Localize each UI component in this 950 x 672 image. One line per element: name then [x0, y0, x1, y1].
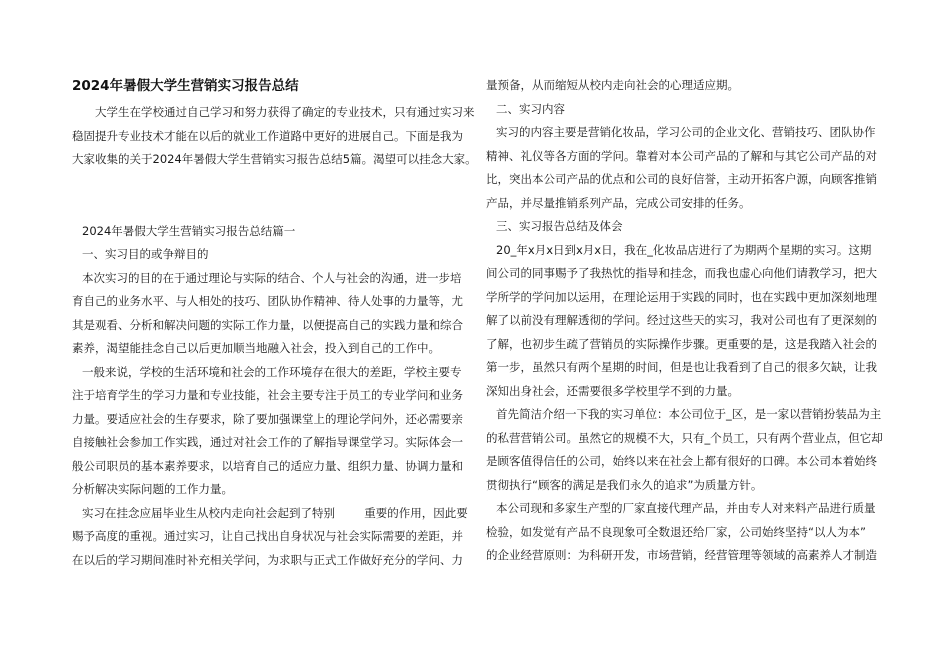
paragraph-line: 第一步，虽然只有两个星期的时间，但是也让我看到了自己的很多欠缺，让我	[486, 360, 877, 374]
paragraph-line: 解了以前没有理解透彻的学问。经过这些天的实习，我对公司也有了更深刻的	[486, 313, 877, 327]
paragraph-line: 大家收集的关于2024年暑假大学生营销实习报告总结5篇。渴望可以挂念大家。	[72, 152, 477, 166]
right-column	[486, 0, 881, 568]
paragraph-line: 自接触社会参加工作实践，通过对社会工作的了解指导课堂学习。实际体会一	[72, 435, 463, 449]
paragraph-line: 首先简洁介绍一下我的实习单位：本公司位于_区，是一家以营销扮装品为主	[496, 407, 882, 421]
paragraph-line: 注于培育学生的学习力量和专业技能，社会主要专注于员工的专业学问和业务	[72, 388, 463, 402]
paragraph-line: 深知出身社会，还需要很多学校里学不到的力量。	[486, 383, 739, 398]
paragraph-line: 实习的内容主要是营销化妆品，学习公司的企业文化、营销技巧、团队协作	[496, 125, 876, 139]
paragraph-line: 了解，也初步生疏了营销员的实际操作步骤。更重要的是，这是我踏入社会的	[486, 336, 877, 351]
paragraph-line: 力量。要适应社会的生存要求，除了要加强课堂上的理论学问外，还必需要亲	[72, 411, 463, 426]
section-heading: 二、实习内容	[496, 101, 565, 116]
paragraph-line: 本公司现和多家生产型的厂家直接代理产品，并由专人对来料产品进行质量	[496, 501, 876, 515]
paragraph-line: 比，突出本公司产品的优点和公司的良好信誉，主动开拓客户源，向顾客推销	[486, 172, 877, 186]
paragraph-line: 素养，渴望能挂念自己以后更加顺当地融入社会，投入到自己的工作中。	[72, 341, 440, 355]
paragraph-line: 本次实习的目的在于通过理论与实际的结合、个人与社会的沟通，进一步培	[82, 270, 462, 285]
section-heading: 三、实习报告总结及体会	[496, 219, 623, 233]
section-heading: 2024年暑假大学生营销实习报告总结篇一	[82, 223, 296, 238]
paragraph-line: 贯彻执行“顾客的满足是我们永久的追求”为质量方针。	[486, 477, 763, 492]
paragraph-line: 的私营营销公司。虽然它的规模不大，只有_个员工，只有两个营业点，但它却	[486, 430, 883, 445]
paragraph-line: 其是观看、分析和解决问题的实际工作力量，以便提高自己的实践力量和综合	[72, 317, 463, 332]
paragraph-line: 实习在挂念应届毕业生从校内走向社会起到了特别 重要的作用，因此要	[82, 505, 468, 520]
left-column	[72, 0, 477, 572]
paragraph-line: 检验，如发觉有产品不良现象可全数退还给厂家，公司始终坚持“以人为本”	[486, 524, 866, 539]
paragraph-line: 分析解决实际问题的工作力量。	[72, 482, 233, 496]
paragraph-line: 20_年x月x日到x月x日，我在_化妆品店进行了为期两个星期的实习。这期	[496, 242, 872, 257]
paragraph-line: 一般来说，学校的生活环境和社会的工作环境存在很大的差距，学校主要专	[82, 364, 462, 379]
paragraph-line: 在以后的学习期间准时补充相关学问，为求职与正式工作做好充分的学问、力	[72, 552, 463, 567]
paragraph-line: 育自己的业务水平、与人相处的技巧、团队协作精神、待人处事的力量等，尤	[72, 294, 463, 308]
paragraph-line: 般公司职员的基本素养要求，以培育自己的适应力量、组织力量、协调力量和	[72, 458, 463, 473]
section-heading: 一、实习目的或争辩目的	[82, 247, 209, 261]
paragraph-line: 是顾客值得信任的公司，始终以来在社会上都有很好的口碑。本公司本着始终	[486, 454, 877, 468]
paragraph-line: 大学生在学校通过自己学习和努力获得了确定的专业技术，只有通过实习来	[95, 105, 475, 119]
paragraph-line: 间公司的同事赐予了我热忱的指导和挂念，而我也虚心向他们请教学习，把大	[486, 266, 877, 280]
paragraph-line: 赐予高度的重视。通过实习，让自己找出自身状况与社会实际需要的差距，并	[72, 529, 463, 543]
paragraph-line: 量预备，从而缩短从校内走向社会的心理适应期。	[486, 78, 739, 92]
paragraph-line: 稳固提升专业技术才能在以后的就业工作道路中更好的进展自己。下面是我为	[72, 128, 463, 143]
paragraph-line: 产品，并尽量推销系列产品，完成公司安排的任务。	[486, 195, 751, 210]
paragraph-line: 精神、礼仪等各方面的学问。靠着对本公司产品的了解和与其它公司产品的对	[486, 148, 877, 163]
paragraph-line: 学所学的学问加以运用，在理论运用于实践的同时，也在实践中更加深刻地理	[486, 289, 877, 304]
document-title: 2024年暑假大学生营销实习报告总结	[72, 78, 299, 94]
paragraph-line: 的企业经营原则：为科研开发，市场营销，经营管理等领域的高素养人才制造	[486, 548, 877, 562]
section-gap	[72, 172, 467, 220]
